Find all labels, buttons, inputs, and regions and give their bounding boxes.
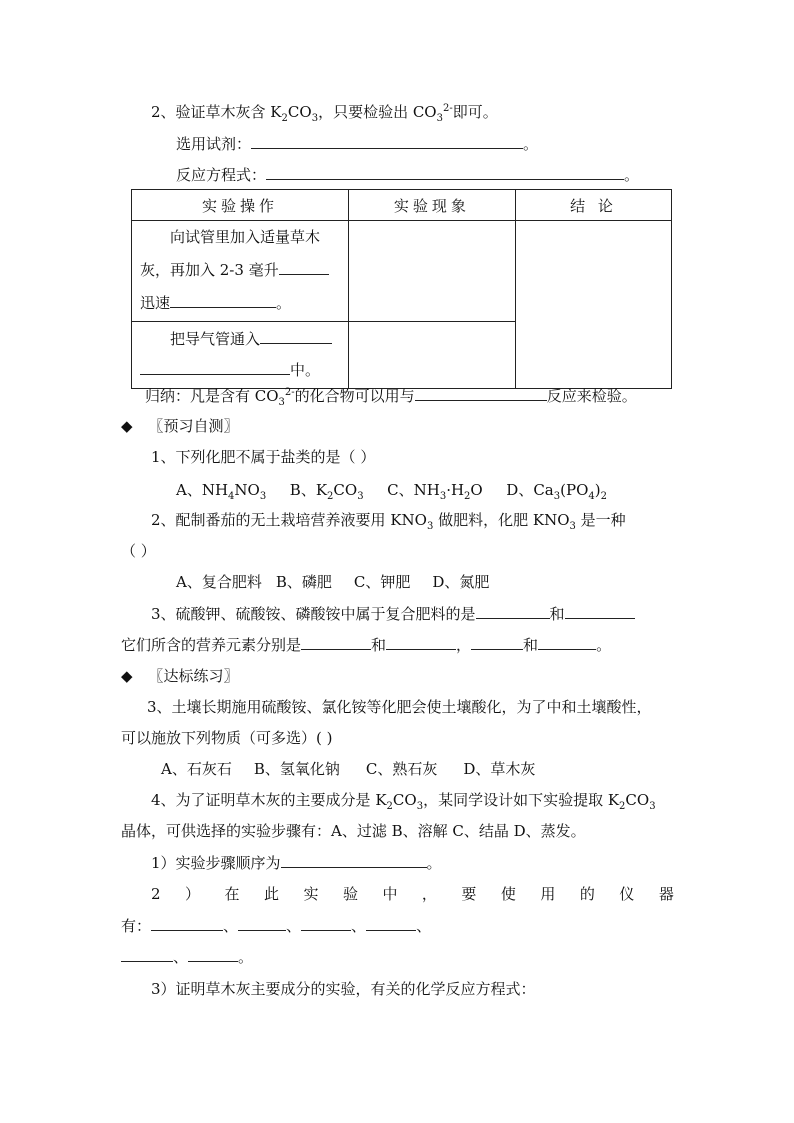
equation-line: 反应方程式： 。 (176, 166, 640, 184)
reagent-line: 选用试剂： 。 (176, 135, 539, 153)
row2-phenomenon[interactable] (348, 322, 515, 389)
preview-q1-options (176, 480, 607, 500)
preview-q2-options: A、复合肥料 B、磷肥 C、钾肥 D、氮肥 (176, 573, 490, 591)
row2-operation: 把导气管通入 中。 (132, 322, 349, 389)
table-header-row (132, 190, 672, 221)
instrument-blank-5[interactable] (121, 946, 173, 962)
compound-fertilizer-blank-1[interactable] (476, 603, 550, 619)
header-conclusion: 结 论 (515, 190, 671, 221)
practice-step1: 1）实验步骤顺序为 。 (151, 854, 442, 872)
preview-q2: 2、配制番茄的无土栽培营养液要用 $KNO_3$ 做肥料，化肥 $KNO_3$ 是一种 (151, 511, 626, 532)
instruments-line2: 、 。 (121, 946, 253, 967)
practice-step3: 3）证明草木灰主要成分的实验，有关的化学反应方程式： (151, 980, 536, 998)
practice-q3-line1: 3、土壤长期施用硫酸铵、氯化铵等化肥会使土壤酸化，为了中和土壤酸性， (147, 698, 652, 716)
row2-blank-1[interactable] (260, 328, 332, 344)
experiment-table (131, 189, 672, 389)
diamond-icon: ◆ (121, 667, 133, 685)
nutrient-blank-2[interactable] (386, 634, 456, 650)
header-operation: 实验操作 (132, 190, 349, 221)
option-d: D、$Ca_3(PO_4)_2$ (506, 481, 607, 502)
practice-q3-options: A、石灰石 B、氢氧化钠 C、熟石灰 D、草木灰 (161, 760, 536, 778)
summary-blank[interactable] (415, 385, 547, 401)
instrument-blank-3[interactable] (301, 915, 351, 931)
nutrient-blank-3[interactable] (471, 634, 523, 650)
equation-blank[interactable] (266, 164, 624, 180)
preview-q1: 1、下列化肥不属于盐类的是（ ） (151, 448, 376, 466)
practice-step2: 2 ） 在 此 实 验 中 ， 要 使 用 的 仪 器 (151, 885, 674, 903)
instruments-line1: 有： 、 、 、 、 (121, 917, 432, 935)
header-phenomenon: 实验现象 (348, 190, 515, 221)
instrument-blank-4[interactable] (366, 915, 416, 931)
row1-phenomenon[interactable] (348, 221, 515, 322)
row1-blank-1[interactable] (279, 259, 329, 275)
option-c: C、$NH_3\cdot H_2O$ (387, 481, 483, 502)
summary-line: 归纳：凡是含有 $CO_3^{2-}$的化合物可以用与 反应来检验。 (145, 387, 637, 408)
q2-title: 2、验证草木灰含 $K_2CO_3$，只要检验出 $CO_3^{2-}$即可。 (151, 103, 498, 124)
practice-q3-line2: 可以施放下列物质（可多选）( ) (121, 729, 333, 747)
instrument-blank-1[interactable] (151, 915, 223, 931)
instrument-blank-6[interactable] (188, 946, 238, 962)
practice-q4-line2: 晶体，可供选择的实验步骤有：A、过滤 B、溶解 C、结晶 D、蒸发。 (121, 822, 586, 840)
row1-blank-2[interactable] (170, 292, 276, 308)
conclusion-cell[interactable] (515, 221, 671, 389)
practice-heading: ◆ 〖达标练习〗 (121, 667, 239, 685)
table-row (132, 221, 672, 322)
compound-fertilizer-blank-2[interactable] (565, 603, 635, 619)
row1-operation: 向试管里加入适量草木 灰，再加入 2-3 毫升 迅速 。 (132, 221, 349, 322)
row2-blank-2[interactable] (140, 359, 290, 375)
option-a: A、$NH_4NO_3$ (176, 481, 267, 502)
diamond-icon: ◆ (121, 417, 133, 435)
preview-heading: ◆ 〖预习自测〗 (121, 417, 239, 435)
preview-q3-line2: 它们所含的营养元素分别是 和 ， 和 。 (121, 636, 612, 654)
reagent-blank[interactable] (251, 133, 523, 149)
nutrient-blank-4[interactable] (538, 634, 596, 650)
instrument-blank-2[interactable] (238, 915, 286, 931)
nutrient-blank-1[interactable] (301, 634, 371, 650)
preview-q2-paren: （ ） (121, 542, 156, 560)
practice-q4-line1: 4、为了证明草木灰的主要成分是 $K_2CO_3$，某同学设计如下实验提取 $K_2CO_3$ (151, 791, 656, 812)
option-b: B、$K_2CO_3$ (289, 481, 364, 502)
preview-q3-line1: 3、硫酸钾、硫酸铵、磷酸铵中属于复合肥料的是 和 (151, 603, 635, 624)
step-order-blank[interactable] (281, 852, 427, 868)
